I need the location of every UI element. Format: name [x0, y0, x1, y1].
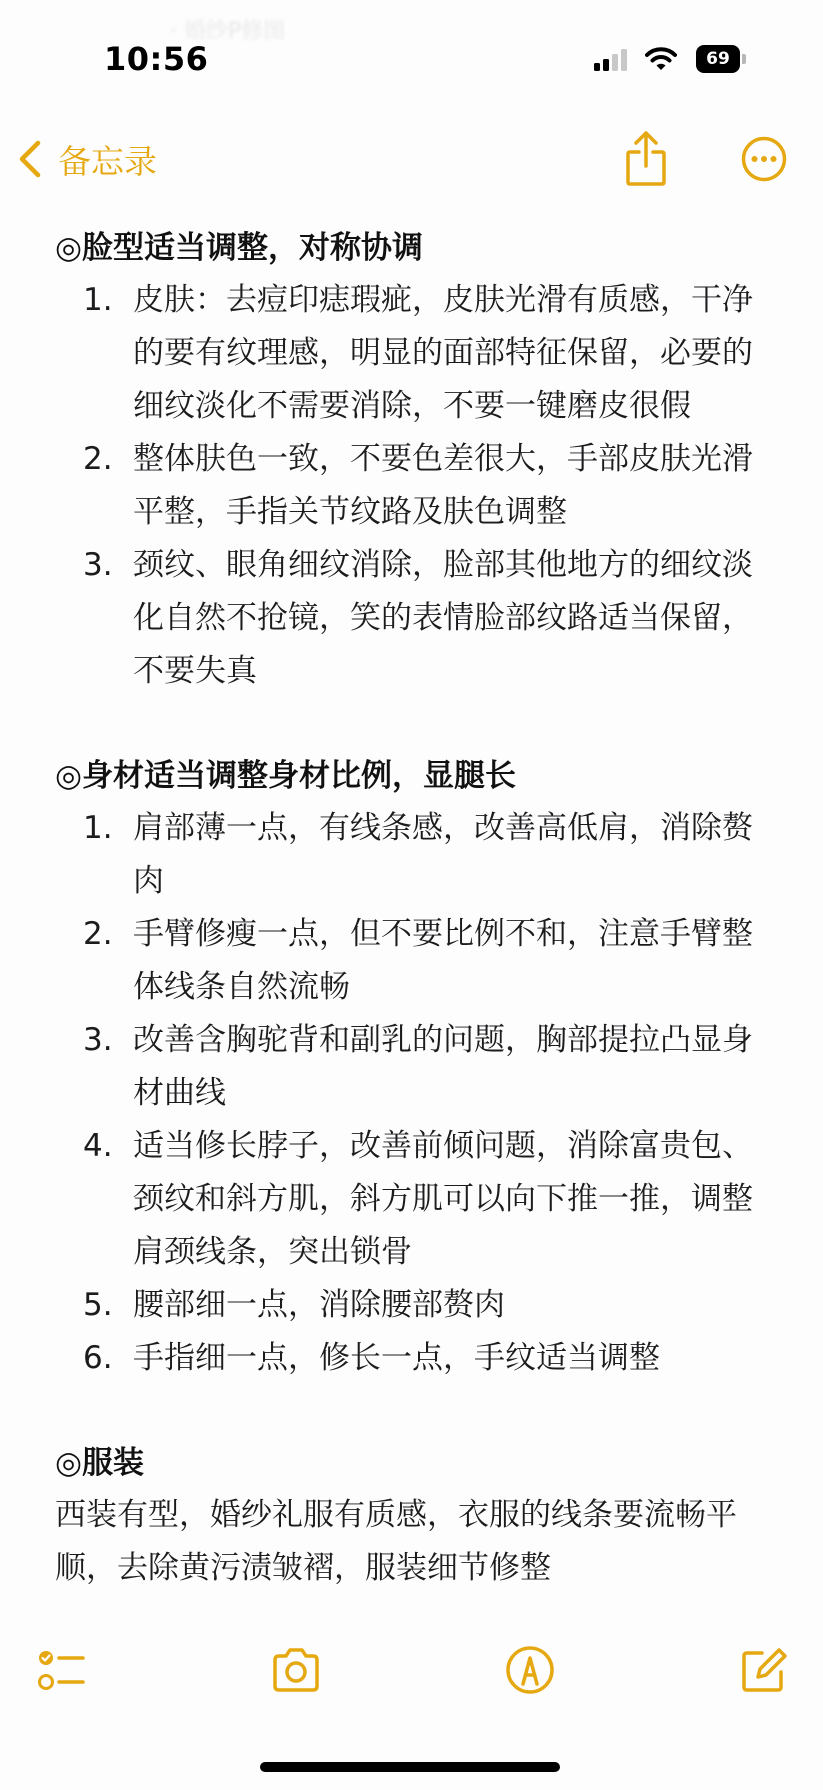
list-item-text: 整体肤色一致，不要色差很大，手部皮肤光滑平整，手指关节纹路及肤色调整: [133, 441, 753, 530]
note-body[interactable]: [55, 222, 775, 1595]
cellular-signal-icon: [594, 49, 628, 71]
wifi-icon: [645, 46, 677, 72]
list-number: 1.: [83, 810, 113, 846]
list-item-text: 手臂修瘦一点，但不要比例不和，注意手臂整体线条自然流畅: [133, 916, 753, 1005]
compose-icon: [738, 1644, 790, 1696]
battery-icon: [696, 45, 748, 73]
checklist-icon: [36, 1644, 88, 1696]
list-item: [55, 1279, 775, 1332]
list-item-text: 适当修长脖子，改善前倾问题，消除富贵包、颈纹和斜方肌，斜方肌可以向下推一推，调整肩颈线条，突出锁骨: [133, 1128, 753, 1270]
list-item: [55, 802, 775, 908]
bottom-toolbar: [0, 1620, 823, 1720]
list-number: 5.: [83, 1287, 113, 1323]
list-item: [55, 908, 775, 1014]
list-item: [55, 1014, 775, 1120]
back-button[interactable]: [16, 134, 157, 184]
battery-tip: [742, 54, 746, 64]
home-indicator: [260, 1762, 560, 1772]
section-heading: ◎身材适当调整身材比例，显腿长: [55, 758, 517, 794]
section-paragraph: 西装有型，婚纱礼服有质感，衣服的线条要流畅平顺，去除黄污渍皱褶，服装细节修整: [55, 1497, 737, 1586]
list-item-text: 皮肤：去痘印痣瑕疵，皮肤光滑有质感，干净的要有纹理感，明显的面部特征保留，必要的细纹淡化不需要消除，不要一键磨皮很假: [133, 282, 753, 424]
list-number: 1.: [83, 282, 113, 318]
notification-ghost-text: · 婚纱P修图: [170, 19, 286, 44]
note-section-clothing: [55, 1437, 775, 1595]
note-section-body: [55, 750, 775, 1385]
camera-icon: [270, 1644, 322, 1696]
list-number: 3.: [83, 1022, 113, 1058]
section-heading: ◎脸型适当调整，对称协调: [55, 230, 424, 266]
list-item: [55, 433, 775, 539]
list-number: 4.: [83, 1128, 113, 1164]
camera-button[interactable]: [270, 1644, 322, 1696]
nav-bar: [0, 120, 823, 210]
list-number: 2.: [83, 441, 113, 477]
list-number: 3.: [83, 547, 113, 583]
note-section-face: [55, 222, 775, 698]
chevron-left-icon: [16, 139, 44, 179]
checklist-button[interactable]: [36, 1644, 88, 1696]
list-item-text: 改善含胸驼背和副乳的问题，胸部提拉凸显身材曲线: [133, 1022, 753, 1111]
section-heading: ◎服装: [55, 1445, 145, 1481]
list-number: 2.: [83, 916, 113, 952]
markup-pen-icon: [504, 1644, 556, 1696]
more-icon[interactable]: [741, 136, 787, 182]
list-item: [55, 1332, 775, 1385]
markup-button[interactable]: [504, 1644, 556, 1696]
share-icon[interactable]: [624, 130, 668, 188]
status-bar: [0, 0, 823, 120]
list-item-text: 手指细一点，修长一点，手纹适当调整: [133, 1340, 660, 1376]
list-item: [55, 1120, 775, 1279]
back-label: 备忘录: [58, 141, 157, 181]
battery-level: 69: [696, 45, 740, 73]
list-item-text: 颈纹、眼角细纹消除，脸部其他地方的细纹淡化自然不抢镜，笑的表情脸部纹路适当保留，不要失真: [133, 547, 753, 689]
list-item: [55, 539, 775, 698]
list-item-text: 腰部细一点，消除腰部赘肉: [133, 1287, 505, 1323]
list-number: 6.: [83, 1340, 113, 1376]
list-item-text: 肩部薄一点，有线条感，改善高低肩，消除赘肉: [133, 810, 753, 899]
compose-button[interactable]: [738, 1644, 790, 1696]
status-time: 10:56: [104, 40, 209, 78]
list-item: [55, 274, 775, 433]
